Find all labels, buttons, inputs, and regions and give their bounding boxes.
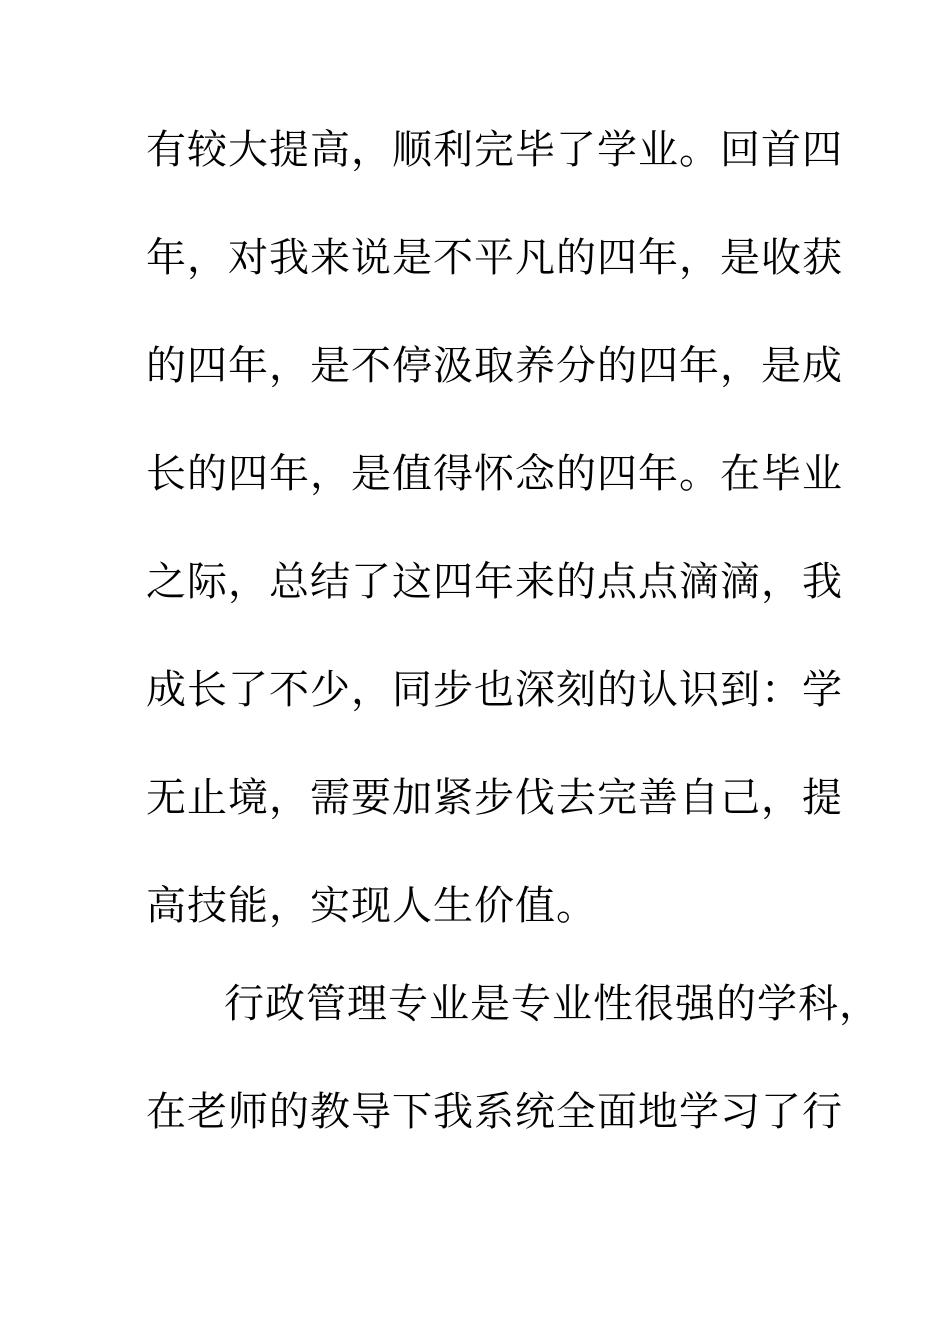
text-line-5: 之际，总结了这四年来的点点滴滴，我 <box>146 559 843 605</box>
text-line-1: 有较大提高，顺利完毕了学业。回首四 <box>146 127 843 173</box>
text-line-2: 年，对我来说是不平凡的四年，是收获 <box>146 235 843 281</box>
text-line-6: 成长了不少，同步也深刻的认识到：学 <box>146 667 843 713</box>
text-line-3: 的四年，是不停汲取养分的四年，是成 <box>146 343 843 389</box>
text-line-10: 在老师的教导下我系统全面地学习了行 <box>146 1089 843 1135</box>
text-line-8: 高技能，实现人生价值。 <box>146 883 597 929</box>
text-line-7: 无止境，需要加紧步伐去完善自己，提 <box>146 775 843 821</box>
paragraph-start-line: 行政管理专业是专业性很强的学科， <box>224 981 880 1027</box>
text-line-4: 长的四年，是值得怀念的四年。在毕业 <box>146 451 843 497</box>
